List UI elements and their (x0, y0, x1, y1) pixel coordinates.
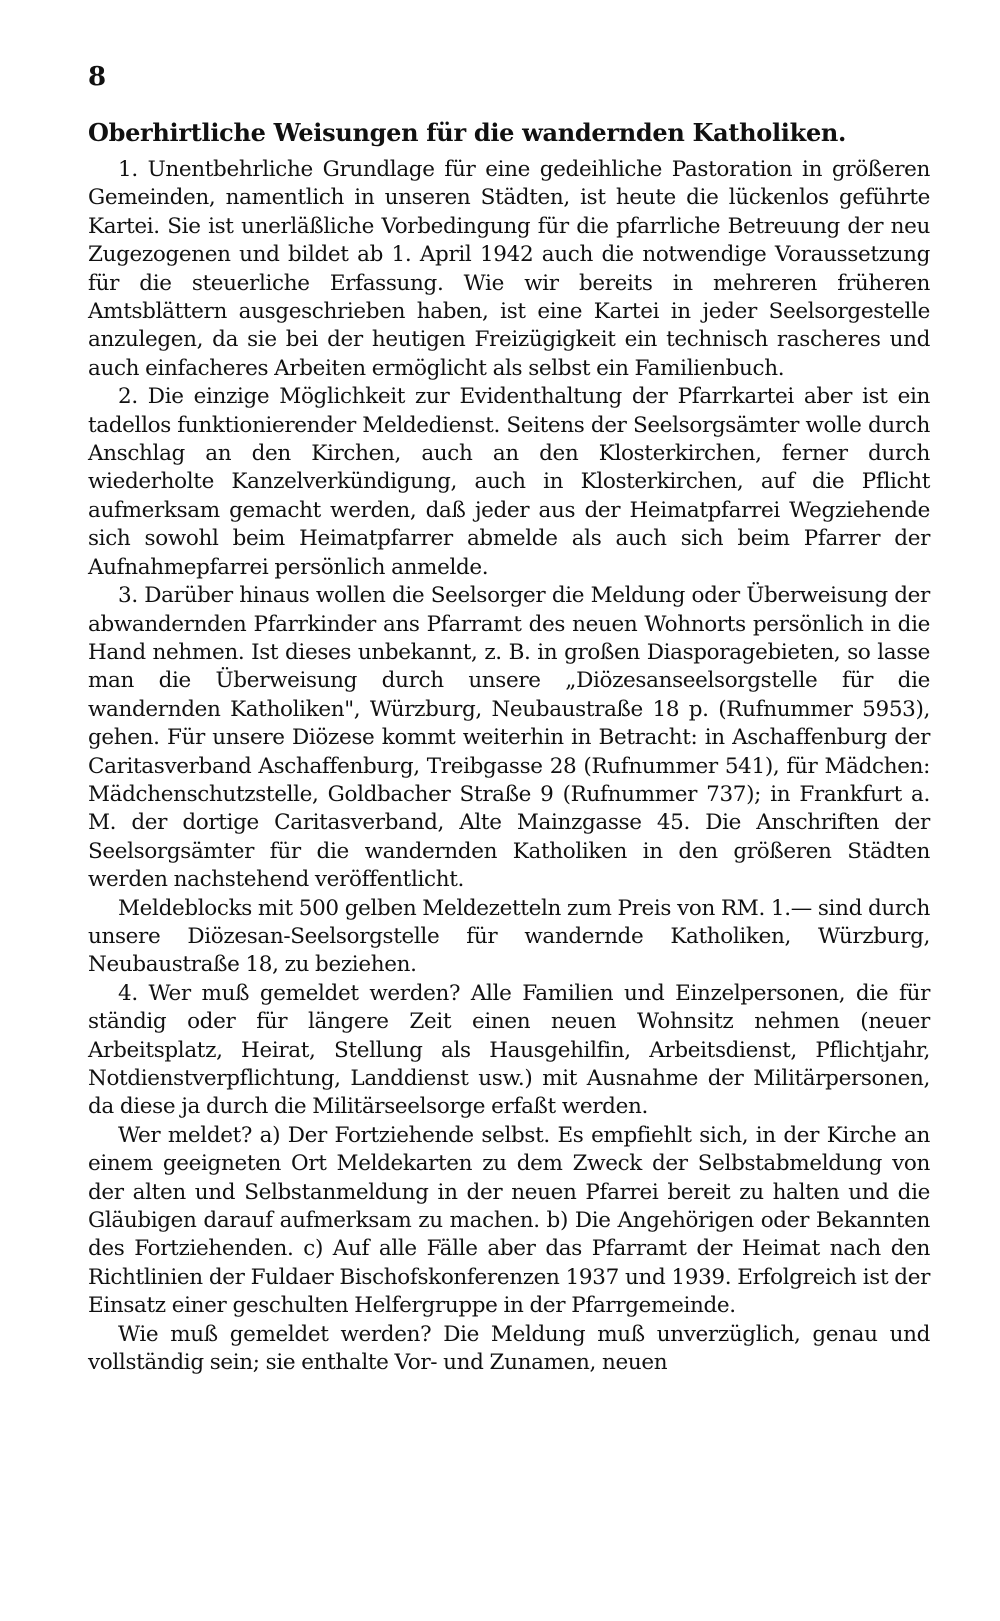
paragraph-6: Wer meldet? a) Der Fortziehende selbst. Es empfiehlt sich, in der Kirche an einem geeigneten Ort Meldekarten zu dem Zweck der Selbstabmeldung von der alten und Selbstanmeldung in der neuen Pfarrei bereit zu halten und die Gläubigen darauf aufmerksam zu machen. b) Die Angehörigen oder Bekannten des Fortziehenden. c) Auf alle Fälle aber das Pfarramt der Heimat nach den Richtlinien der Fuldaer Bischofskonferenzen 1937 und 1939. Erfolgreich ist der Einsatz einer geschulten Helfergruppe in der Pfarrgemeinde. (88, 1122, 930, 1319)
page-number: 8 (88, 62, 107, 92)
paragraph-1: 1. Unentbehrliche Grundlage für eine gedeihliche Pastoration in größeren Gemeinden, namentlich in unseren Städten, ist heute die lückenlos geführte Kartei. Sie ist unerläßliche Vorbedingung für die pfarrliche Betreuung der neu Zugezogenen und bildet ab 1. April 1942 auch die notwendige Voraussetzung für die steuerliche Erfassung. Wie wir bereits in mehreren früheren Amtsblättern ausgeschrieben haben, ist eine Kartei in jeder Seelsorgestelle anzulegen, da sie bei der heutigen Freizügigkeit ein technisch rascheres und auch einfacheres Arbeiten ermöglicht als selbst ein Familienbuch. (88, 157, 930, 381)
paragraph-3: 3. Darüber hinaus wollen die Seelsorger die Meldung oder Überweisung der abwandernden Pfarrkinder ans Pfarramt des neuen Wohnorts persönlich in die Hand nehmen. Ist dieses unbekannt, z. B. in großen Diasporagebieten, so lasse man die Überweisung durch unsere „Diözesanseelsorgstelle für die wandernden Katholiken", Würzburg, Neubaustraße 18 p. (Rufnummer 5953), gehen. Für unsere Diözese kommt weiterhin in Betracht: in Aschaffenburg der Caritasverband Aschaffenburg, Treibgasse 28 (Rufnummer 541), für Mädchen: Mädchenschutzstelle, Goldbacher Straße 9 (Rufnummer 737); in Frankfurt a. M. der dortige Caritasverband, Alte Mainzgasse 45. Die Anschriften der Seelsorgsämter für die wandernden Katholiken in den größeren Städten werden nachstehend veröffentlicht. (88, 583, 930, 893)
section-heading: Oberhirtliche Weisungen für die wandernden Katholiken. (88, 118, 847, 147)
paragraph-7: Wie muß gemeldet werden? Die Meldung muß unverzüglich, genau und vollständig sein; sie enthalte Vor- und Zunamen, neuen (88, 1321, 930, 1376)
paragraph-5: 4. Wer muß gemeldet werden? Alle Familien und Einzelpersonen, die für ständig oder für längere Zeit einen neuen Wohnsitz nehmen (neuer Arbeitsplatz, Heirat, Stellung als Hausgehilfin, Arbeitsdienst, Pflichtjahr, Notdienstverpflichtung, Landdienst usw.) mit Ausnahme der Militärpersonen, da diese ja durch die Militärseelsorge erfaßt werden. (88, 980, 930, 1120)
paragraph-2: 2. Die einzige Möglichkeit zur Evidenthaltung der Pfarrkartei aber ist ein tadellos funktionierender Meldedienst. Seitens der Seelsorgsämter wolle durch Anschlag an den Kirchen, auch an den Klosterkirchen, ferner durch wiederholte Kanzelverkündigung, auch in Klosterkirchen, auf die Pflicht aufmerksam gemacht werden, daß jeder aus der Heimatpfarrei Wegziehende sich sowohl beim Heimatpfarrer abmelde als auch sich beim Pfarrer der Aufnahmepfarrei persönlich anmelde. (88, 384, 930, 580)
paragraph-4: Meldeblocks mit 500 gelben Meldezetteln zum Preis von RM. 1.— sind durch unsere Diözesan-Seelsorgstelle für wandernde Katholiken, Würzburg, Neubaustraße 18, zu beziehen. (88, 895, 930, 978)
body-text (88, 118, 930, 1377)
